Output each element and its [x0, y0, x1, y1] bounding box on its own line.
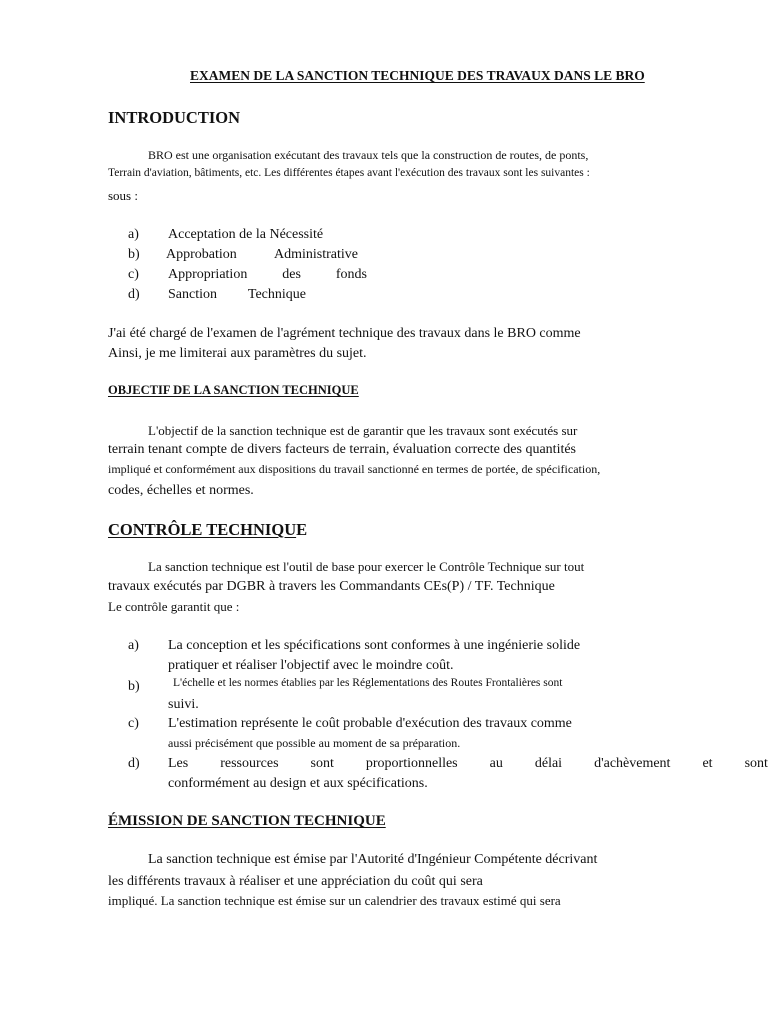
list-item-word: fonds [335, 267, 367, 282]
list-marker: d) [128, 756, 140, 771]
list-item-line: La conception et les spécifications sont conformes à une ingénierie solide [168, 638, 581, 653]
list-item-word: sont [310, 756, 334, 771]
list-marker: b) [128, 679, 140, 694]
heading-controle-tail: E [296, 520, 308, 539]
intro-para2-line-1: J'ai été chargé de l'examen de l'agrément technique des travaux dans le BRO comme [108, 326, 581, 341]
intro-line-1: BRO est une organisation exécutant des travaux tels que la construction de routes, de ponts, [148, 148, 589, 162]
list-item-word: Administrative [274, 247, 358, 262]
list-item-line: pratiquer et réaliser l'objectif avec le moindre coût. [168, 658, 454, 673]
intro-para2-line-2: Ainsi, je me limiterai aux paramètres du sujet. [108, 346, 367, 361]
heading-controle-main: CONTRÔLE TECHNIQU [108, 520, 297, 539]
list-item-line: L'échelle et les normes établies par les Réglementations des Routes Frontalières sont [173, 677, 563, 689]
list-item-word: Les [168, 756, 189, 771]
list-item-word: d'achèvement [594, 756, 671, 771]
list-marker: c) [128, 267, 139, 282]
list-item-word: proportionnelles [365, 756, 458, 771]
list-item-word: des [282, 267, 301, 282]
objectif-line-2: terrain tenant compte de divers facteurs de terrain, évaluation correcte des quantités [108, 442, 577, 457]
list-item-word: sont [744, 756, 768, 771]
objectif-line-3: impliqué et conformément aux dispositions du travail sanctionné en termes de portée, de spécification, [108, 462, 601, 476]
list-item-line: aussi précisément que possible au moment de sa préparation. [168, 736, 461, 750]
list-item: Acceptation de la Nécessité [168, 227, 324, 242]
list-item-word: Sanction [168, 287, 217, 302]
intro-line-3: sous : [108, 188, 138, 203]
list-item-word: Technique [247, 287, 306, 302]
heading-objectif: OBJECTIF DE LA SANCTION TECHNIQUE [108, 383, 359, 397]
objectif-line-4: codes, échelles et normes. [108, 483, 254, 498]
list-item-line [168, 756, 768, 772]
objectif-line-1: L'objectif de la sanction technique est de garantir que les travaux sont exécutés sur [148, 423, 578, 438]
document-title: EXAMEN DE LA SANCTION TECHNIQUE DES TRAVAUX DANS LE BRO [190, 68, 645, 83]
heading-controle [108, 520, 307, 540]
intro-line-2: Terrain d'aviation, bâtiments, etc. Les différentes étapes avant l'exécution des travaux sont les suivantes : [108, 167, 590, 179]
controle-line-1: La sanction technique est l'outil de base pour exercer le Contrôle Technique sur tout [148, 559, 585, 574]
list-item-word: Appropriation [168, 267, 248, 282]
list-item-word: ressources [220, 756, 279, 771]
list-item [166, 247, 358, 263]
emission-line-1: La sanction technique est émise par l'Autorité d'Ingénieur Compétente décrivant [148, 852, 598, 867]
list-item [168, 287, 306, 303]
emission-line-2: les différents travaux à réaliser et une appréciation du coût qui sera [108, 874, 483, 889]
controle-line-3: Le contrôle garantit que : [108, 599, 240, 614]
emission-line-3: impliqué. La sanction technique est émise sur un calendrier des travaux estimé qui sera [108, 893, 561, 908]
list-marker: b) [128, 247, 140, 262]
list-item-line: conformément au design et aux spécifications. [168, 776, 428, 791]
list-marker: c) [128, 716, 139, 731]
list-item-word: Approbation [166, 247, 237, 262]
list-item-word: délai [534, 756, 563, 771]
list-marker: a) [128, 638, 139, 653]
list-item-line: suivi. [168, 697, 199, 712]
list-marker: a) [128, 227, 139, 242]
controle-line-2: travaux exécutés par DGBR à travers les Commandants CEs(P) / TF. Technique [108, 579, 555, 594]
list-item-word: au [489, 756, 503, 771]
list-marker: d) [128, 287, 140, 302]
list-item-word: et [702, 756, 713, 771]
list-item [168, 267, 367, 283]
heading-emission: ÉMISSION DE SANCTION TECHNIQUE [108, 813, 386, 829]
heading-introduction: INTRODUCTION [108, 108, 241, 127]
list-item-line: L'estimation représente le coût probable d'exécution des travaux comme [168, 716, 572, 731]
